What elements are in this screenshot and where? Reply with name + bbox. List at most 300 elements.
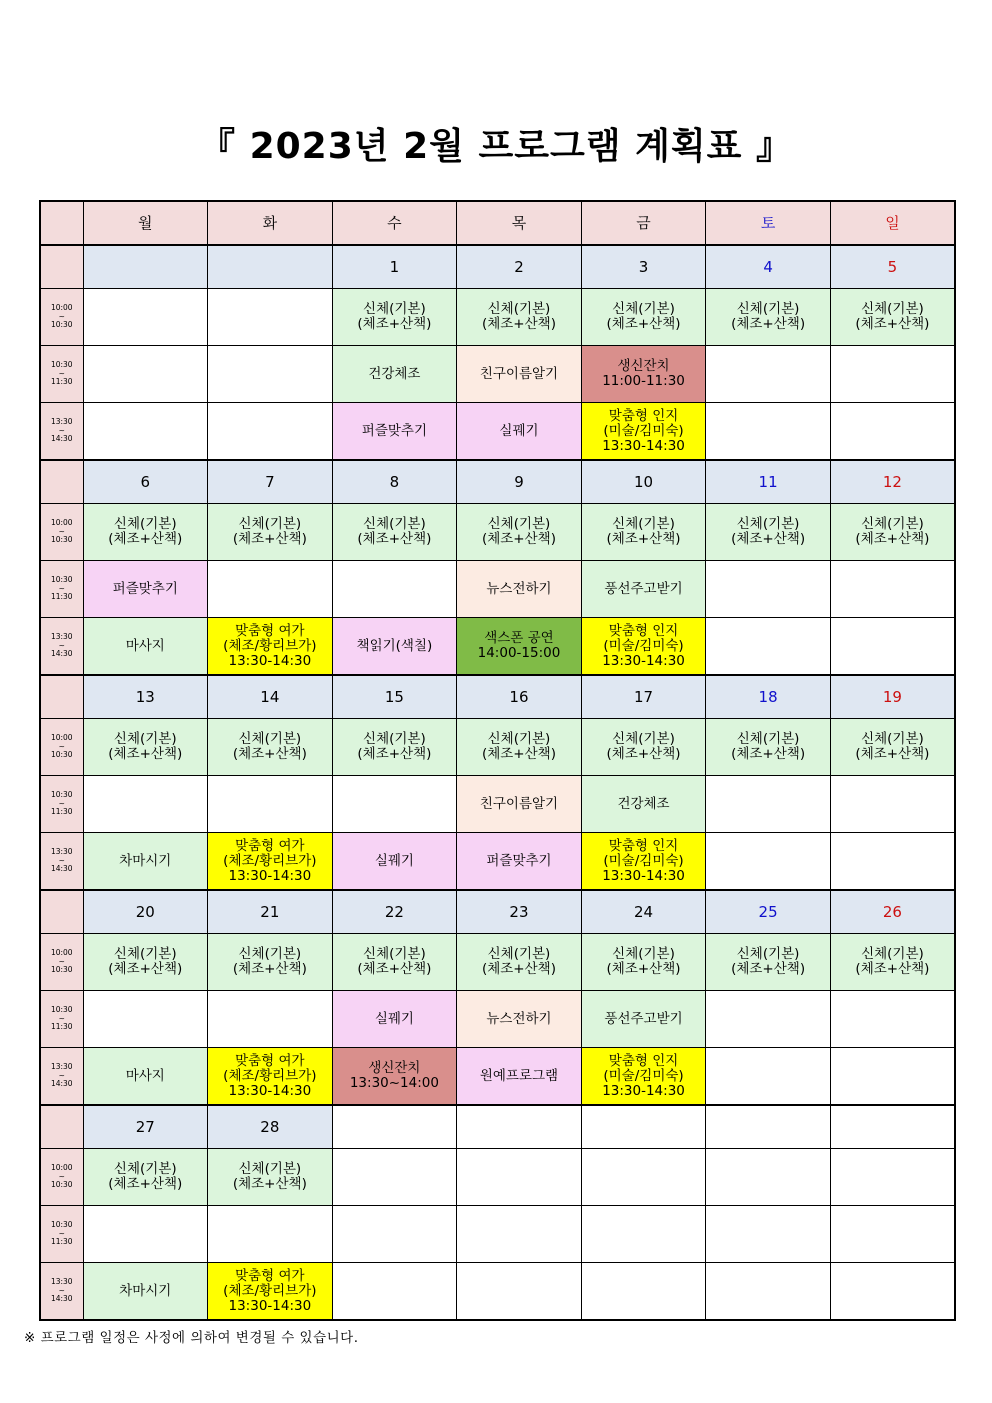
date-cell-sat: 4 [706, 245, 831, 289]
activity-text: (체조+산책) [357, 531, 432, 547]
time-slot-label [40, 346, 83, 403]
activity-row [40, 833, 955, 891]
activity-cell [457, 1149, 582, 1206]
date-cell-sat: 25 [706, 890, 831, 934]
activity-cell [581, 1048, 706, 1106]
date-cell-mon [83, 245, 208, 289]
activity-cell [332, 504, 457, 561]
date-row [40, 245, 955, 289]
activity-cell [830, 346, 955, 403]
date-cell-thu: 2 [457, 245, 582, 289]
time-text: 10:30 [50, 750, 73, 760]
activity-cell [332, 991, 457, 1048]
activity-cell [457, 833, 582, 891]
activity-cell [83, 719, 208, 776]
time-text: 10:00 [50, 303, 73, 313]
activity-cell [83, 289, 208, 346]
activity-cell [830, 504, 955, 561]
activity-cell [830, 719, 955, 776]
activity-text: 13:30-14:30 [228, 652, 312, 669]
activity-cell [332, 934, 457, 991]
day-header-tue: 화 [208, 201, 333, 245]
activity-cell [332, 1048, 457, 1106]
activity-text: 마사지 [125, 637, 165, 654]
activity-cell [581, 1149, 706, 1206]
date-cell-wed: 22 [332, 890, 457, 934]
activity-text: 맞춤형 인지 [608, 622, 679, 639]
activity-text: (체조+산책) [606, 961, 681, 977]
activity-text: 건강체조 [368, 365, 421, 382]
activity-text: (체조/황리브가) [223, 1282, 317, 1299]
activity-cell [830, 1149, 955, 1206]
activity-text: (체조+산책) [481, 531, 556, 547]
time-text: 14:30 [50, 1079, 73, 1089]
time-text: ~ [58, 368, 65, 378]
date-cell-mon: 13 [83, 675, 208, 719]
date-cell-sat: 18 [706, 675, 831, 719]
activity-text: 신체(기본) [113, 731, 177, 747]
activity-cell [208, 618, 333, 676]
time-text: ~ [58, 526, 65, 536]
time-text: ~ [58, 640, 65, 650]
activity-cell [457, 1206, 582, 1263]
activity-text: 신체(기본) [612, 516, 675, 532]
page-title: 『 2023년 2월 프로그램 계획표 』 [199, 126, 793, 167]
activity-cell [830, 991, 955, 1048]
activity-cell [208, 991, 333, 1048]
activity-cell [581, 991, 706, 1048]
activity-cell [208, 504, 333, 561]
activity-cell [208, 403, 333, 461]
activity-text: 신체(기본) [612, 946, 675, 962]
date-cell-mon: 20 [83, 890, 208, 934]
activity-text: 13:30-14:30 [228, 1297, 312, 1314]
time-slot-label [40, 719, 83, 776]
activity-text: 신체(기본) [363, 301, 426, 317]
activity-text: 신체(기본) [487, 516, 551, 532]
activity-cell [457, 719, 582, 776]
date-cell-tue: 7 [208, 460, 333, 504]
date-row-time-cell [40, 460, 83, 504]
activity-text: (체조/황리브가) [223, 637, 317, 654]
time-text: 11:30 [50, 377, 73, 387]
activity-row [40, 346, 955, 403]
activity-cell [830, 1206, 955, 1263]
activity-text: (체조+산책) [108, 961, 183, 977]
date-row-time-cell [40, 245, 83, 289]
activity-cell [706, 719, 831, 776]
activity-row [40, 1048, 955, 1106]
activity-cell [83, 504, 208, 561]
activity-cell [706, 991, 831, 1048]
day-header-wed: 수 [332, 201, 457, 245]
activity-row [40, 934, 955, 991]
activity-cell [83, 833, 208, 891]
date-cell-fri: 3 [581, 245, 706, 289]
activity-row [40, 403, 955, 461]
activity-cell [706, 618, 831, 676]
activity-text: 맞춤형 인지 [608, 407, 679, 424]
time-text: 14:30 [50, 864, 73, 874]
activity-text: (체조+산책) [108, 1176, 183, 1192]
corner-cell [40, 201, 83, 245]
activity-text: 신체(기본) [861, 516, 924, 532]
time-slot-label [40, 934, 83, 991]
activity-text: 신체(기본) [363, 731, 426, 747]
time-text: 10:30 [50, 360, 73, 370]
activity-cell [83, 346, 208, 403]
time-text: 10:30 [50, 535, 73, 545]
activity-text: (체조+산책) [731, 961, 806, 977]
activity-cell [208, 1149, 333, 1206]
activity-text: (체조+산책) [731, 746, 806, 762]
activity-text: (체조+산책) [731, 316, 806, 332]
activity-text: (체조+산책) [855, 746, 930, 762]
activity-text: 뉴스전하기 [486, 1010, 552, 1027]
schedule-table [39, 200, 956, 1321]
time-text: ~ [58, 1228, 65, 1238]
activity-cell [457, 504, 582, 561]
activity-text: 생신잔치 [617, 358, 670, 374]
activity-text: (체조+산책) [481, 746, 556, 762]
activity-cell [208, 833, 333, 891]
time-text: 10:30 [50, 320, 73, 330]
day-header-row [40, 201, 955, 245]
activity-text: 신체(기본) [861, 731, 924, 747]
time-slot-label [40, 403, 83, 461]
time-text: 13:30 [50, 847, 73, 857]
day-header-sat: 토 [706, 201, 831, 245]
activity-cell [208, 1206, 333, 1263]
time-slot-label [40, 991, 83, 1048]
activity-cell [457, 1263, 582, 1321]
time-slot-label [40, 776, 83, 833]
time-text: 10:00 [50, 518, 73, 528]
activity-cell [830, 403, 955, 461]
time-text: ~ [58, 425, 65, 435]
activity-text: (체조+산책) [108, 531, 183, 547]
activity-cell [457, 1048, 582, 1106]
activity-text: 13:30~14:00 [349, 1075, 439, 1091]
time-text: 10:30 [50, 1005, 73, 1015]
activity-cell [208, 1263, 333, 1321]
activity-text: 신체(기본) [736, 301, 800, 317]
activity-row [40, 776, 955, 833]
activity-cell [208, 934, 333, 991]
activity-text: 신체(기본) [487, 731, 551, 747]
time-text: 10:00 [50, 1163, 73, 1173]
activity-cell [83, 403, 208, 461]
time-text: 13:30 [50, 1062, 73, 1072]
activity-cell [581, 719, 706, 776]
time-slot-label [40, 1263, 83, 1321]
activity-text: (체조+산책) [731, 531, 806, 547]
activity-cell [332, 719, 457, 776]
day-header-fri: 금 [581, 201, 706, 245]
activity-cell [83, 776, 208, 833]
activity-text: 책읽기(색칠) [356, 637, 433, 654]
time-text: ~ [58, 741, 65, 751]
date-cell-wed: 1 [332, 245, 457, 289]
activity-text: (체조+산책) [855, 316, 930, 332]
time-slot-label [40, 1048, 83, 1106]
day-header-thu: 목 [457, 201, 582, 245]
activity-cell [208, 561, 333, 618]
date-cell-wed [332, 1105, 457, 1149]
activity-cell [208, 719, 333, 776]
activity-text: (체조+산책) [481, 961, 556, 977]
activity-cell [83, 1206, 208, 1263]
activity-text: (체조+산책) [357, 961, 432, 977]
activity-cell [706, 1048, 831, 1106]
time-slot-label [40, 561, 83, 618]
activity-cell [83, 934, 208, 991]
activity-text: 신체(기본) [238, 946, 302, 962]
time-text: 11:30 [50, 592, 73, 602]
time-text: 10:30 [50, 1220, 73, 1230]
activity-text: 신체(기본) [487, 301, 551, 317]
activity-cell [830, 934, 955, 991]
activity-cell [332, 1149, 457, 1206]
time-text: ~ [58, 1285, 65, 1295]
activity-cell [581, 618, 706, 676]
activity-cell [706, 934, 831, 991]
activity-row [40, 1263, 955, 1321]
activity-cell [457, 346, 582, 403]
activity-row [40, 289, 955, 346]
activity-text: 생신잔치 [368, 1060, 421, 1076]
footnote: ※ 프로그램 일정은 사정에 의하여 변경될 수 있습니다. [24, 1330, 359, 1346]
activity-text: 13:30-14:30 [602, 437, 685, 454]
date-cell-wed: 8 [332, 460, 457, 504]
activity-text: 11:00-11:30 [602, 373, 685, 389]
activity-row [40, 618, 955, 676]
date-row-time-cell [40, 675, 83, 719]
date-cell-tue: 21 [208, 890, 333, 934]
activity-text: 신체(기본) [612, 731, 675, 747]
activity-cell [332, 346, 457, 403]
activity-row [40, 719, 955, 776]
activity-text: 뉴스전하기 [486, 580, 552, 597]
activity-text: 13:30-14:30 [228, 867, 312, 884]
time-text: ~ [58, 583, 65, 593]
date-cell-mon: 6 [83, 460, 208, 504]
activity-row [40, 1206, 955, 1263]
activity-text: 퍼즐맞추기 [361, 422, 428, 439]
activity-cell [830, 618, 955, 676]
activity-text: 신체(기본) [363, 946, 426, 962]
time-slot-label [40, 833, 83, 891]
activity-text: 신체(기본) [487, 946, 551, 962]
activity-cell [830, 561, 955, 618]
time-slot-label [40, 618, 83, 676]
time-slot-label [40, 504, 83, 561]
activity-cell [706, 1149, 831, 1206]
activity-cell [208, 1048, 333, 1106]
activity-text: (체조+산책) [232, 961, 307, 977]
date-row [40, 460, 955, 504]
activity-cell [332, 833, 457, 891]
activity-text: 맞춤형 인지 [608, 1052, 679, 1069]
activity-cell [830, 1048, 955, 1106]
time-slot-label [40, 1149, 83, 1206]
activity-row [40, 561, 955, 618]
activity-cell [83, 561, 208, 618]
activity-text: (체조/황리브가) [223, 852, 317, 869]
activity-cell [830, 776, 955, 833]
activity-cell [830, 833, 955, 891]
activity-cell [581, 346, 706, 403]
time-slot-label [40, 1206, 83, 1263]
activity-cell [830, 1263, 955, 1321]
activity-cell [332, 1206, 457, 1263]
activity-cell [332, 561, 457, 618]
activity-text: 색스폰 공연 [484, 630, 554, 646]
activity-text: (미술/김미숙) [603, 422, 684, 439]
activity-cell [706, 1263, 831, 1321]
time-text: 10:30 [50, 575, 73, 585]
activity-cell [706, 346, 831, 403]
time-text: 14:30 [50, 1294, 73, 1304]
activity-text: (미술/김미숙) [603, 852, 684, 869]
activity-text: 신체(기본) [238, 731, 302, 747]
activity-cell [83, 991, 208, 1048]
activity-text: 신체(기본) [861, 946, 924, 962]
activity-text: 마사지 [125, 1067, 165, 1084]
date-cell-thu: 9 [457, 460, 582, 504]
date-cell-fri [581, 1105, 706, 1149]
activity-row [40, 991, 955, 1048]
activity-text: (체조+산책) [108, 746, 183, 762]
activity-text: (체조+산책) [481, 316, 556, 332]
activity-cell [581, 776, 706, 833]
activity-text: 맞춤형 여가 [235, 622, 305, 639]
activity-text: 신체(기본) [736, 731, 800, 747]
date-cell-tue: 14 [208, 675, 333, 719]
activity-cell [457, 403, 582, 461]
time-text: 10:30 [50, 790, 73, 800]
activity-text: 맞춤형 인지 [608, 837, 679, 854]
activity-cell [332, 618, 457, 676]
date-cell-sun: 26 [830, 890, 955, 934]
activity-text: 맞춤형 여가 [235, 837, 305, 854]
time-text: 10:00 [50, 733, 73, 743]
date-row-time-cell [40, 1105, 83, 1149]
activity-text: 신체(기본) [736, 516, 800, 532]
activity-text: (체조/황리브가) [223, 1067, 317, 1084]
date-cell-fri: 24 [581, 890, 706, 934]
activity-text: 실꿰기 [374, 852, 414, 869]
activity-cell [581, 1206, 706, 1263]
activity-text: 신체(기본) [736, 946, 800, 962]
time-text: 14:30 [50, 649, 73, 659]
time-slot-label [40, 289, 83, 346]
activity-cell [581, 289, 706, 346]
activity-cell [706, 504, 831, 561]
activity-text: 친구이름알기 [479, 365, 559, 382]
activity-cell [581, 934, 706, 991]
time-text: 11:30 [50, 1022, 73, 1032]
activity-text: (체조+산책) [855, 531, 930, 547]
activity-cell [457, 934, 582, 991]
activity-cell [332, 403, 457, 461]
activity-cell [706, 833, 831, 891]
date-cell-sun: 5 [830, 245, 955, 289]
activity-text: 퍼즐맞추기 [112, 580, 178, 597]
time-text: 13:30 [50, 1277, 73, 1287]
activity-text: 13:30-14:30 [228, 1082, 312, 1099]
date-cell-thu [457, 1105, 582, 1149]
date-cell-sun: 19 [830, 675, 955, 719]
activity-cell [208, 346, 333, 403]
activity-cell [457, 561, 582, 618]
activity-cell [332, 1263, 457, 1321]
time-text: 11:30 [50, 807, 73, 817]
activity-cell [581, 561, 706, 618]
activity-cell [457, 618, 582, 676]
date-cell-mon: 27 [83, 1105, 208, 1149]
activity-text: (체조+산책) [357, 316, 432, 332]
activity-text: (체조+산책) [357, 746, 432, 762]
activity-text: 13:30-14:30 [602, 1082, 685, 1099]
time-text: ~ [58, 1171, 65, 1181]
time-text: ~ [58, 855, 65, 865]
activity-text: 13:30-14:30 [602, 652, 685, 669]
activity-cell [332, 289, 457, 346]
time-text: ~ [58, 956, 65, 966]
activity-text: 실꿰기 [499, 422, 539, 439]
activity-cell [581, 833, 706, 891]
activity-text: 13:30-14:30 [602, 867, 685, 884]
activity-cell [83, 1263, 208, 1321]
activity-text: 신체(기본) [363, 516, 426, 532]
date-cell-thu: 16 [457, 675, 582, 719]
date-cell-sun [830, 1105, 955, 1149]
activity-text: 신체(기본) [612, 301, 675, 317]
activity-text: 실꿰기 [374, 1010, 414, 1027]
activity-cell [706, 403, 831, 461]
activity-text: (체조+산책) [232, 1176, 307, 1192]
activity-text: (체조+산책) [232, 746, 307, 762]
activity-text: 신체(기본) [113, 1161, 177, 1177]
activity-text: 신체(기본) [113, 516, 177, 532]
time-text: ~ [58, 1013, 65, 1023]
activity-cell [457, 991, 582, 1048]
activity-cell [83, 618, 208, 676]
day-header-mon: 월 [83, 201, 208, 245]
activity-text: (체조+산책) [855, 961, 930, 977]
date-cell-fri: 17 [581, 675, 706, 719]
date-row [40, 1105, 955, 1149]
activity-text: (미술/김미숙) [603, 1067, 684, 1084]
date-cell-wed: 15 [332, 675, 457, 719]
time-text: 10:30 [50, 1180, 73, 1190]
time-text: 10:00 [50, 948, 73, 958]
activity-cell [830, 289, 955, 346]
date-row [40, 890, 955, 934]
activity-cell [581, 1263, 706, 1321]
activity-text: (체조+산책) [606, 316, 681, 332]
activity-cell [706, 289, 831, 346]
activity-text: (체조+산책) [232, 531, 307, 547]
activity-cell [706, 776, 831, 833]
activity-cell [208, 289, 333, 346]
activity-text: 건강체조 [617, 795, 670, 812]
date-cell-tue: 28 [208, 1105, 333, 1149]
date-row [40, 675, 955, 719]
activity-cell [332, 776, 457, 833]
activity-text: 신체(기본) [238, 1161, 302, 1177]
